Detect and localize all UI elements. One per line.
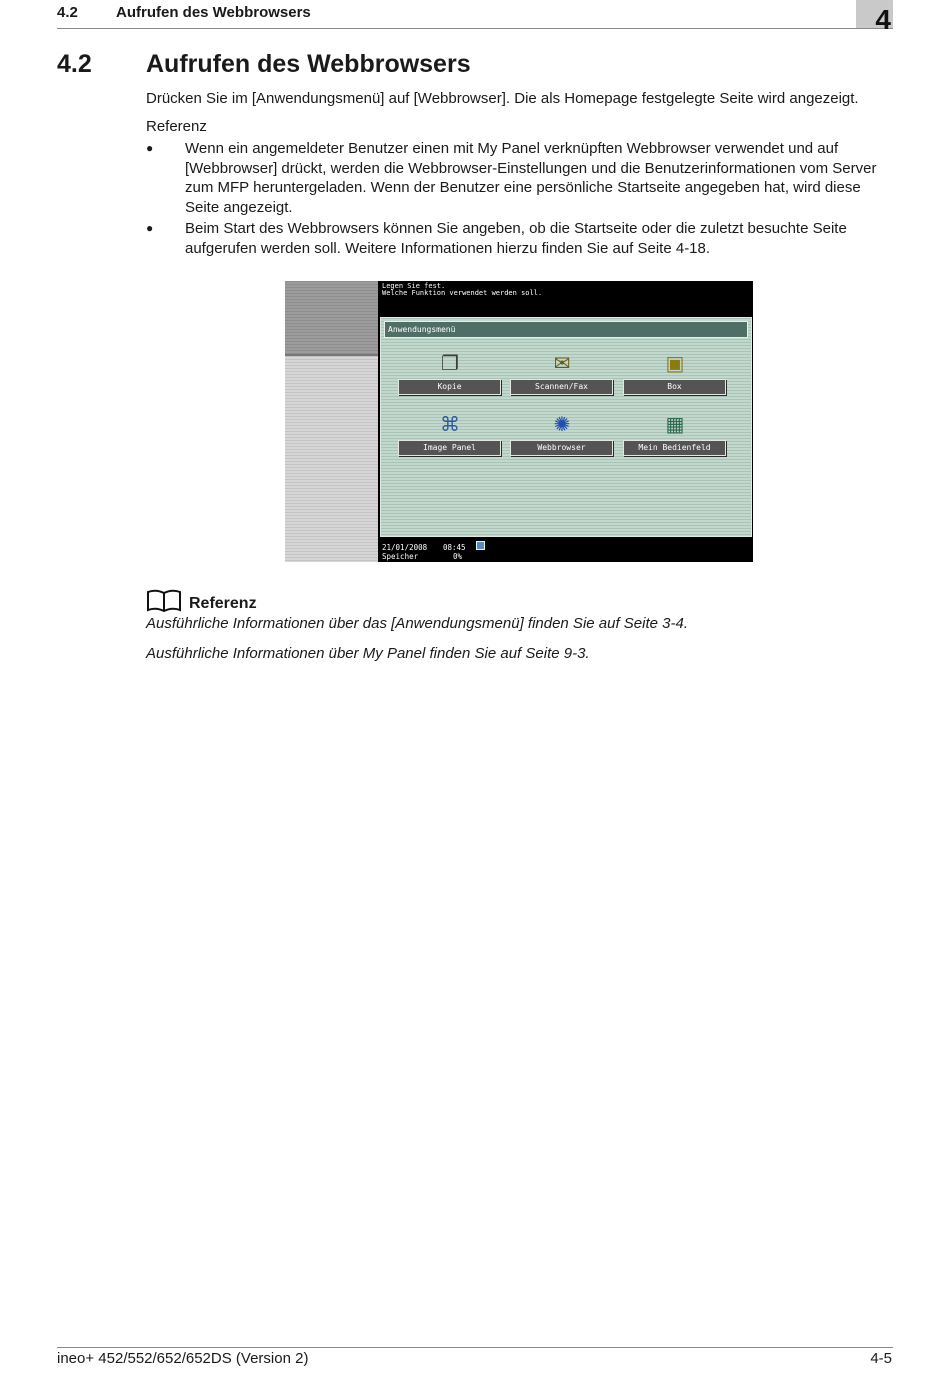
image-panel-button[interactable]: Image Panel bbox=[398, 440, 501, 456]
status-left bbox=[382, 543, 427, 561]
webbrowser-button[interactable]: Webbrowser bbox=[510, 440, 613, 456]
chapter-tab bbox=[856, 0, 893, 35]
my-panel-button[interactable]: Mein Bedienfeld bbox=[623, 440, 726, 456]
section-title: Aufrufen des Webbrowsers bbox=[146, 50, 471, 78]
box-icon: ▣ bbox=[665, 352, 685, 375]
application-menu-panel bbox=[380, 317, 752, 537]
my-panel-icon: ▦ bbox=[665, 413, 685, 436]
status-time: 08:45 bbox=[443, 543, 466, 552]
reference-box-title: Referenz bbox=[189, 595, 257, 612]
screen-message bbox=[382, 283, 542, 297]
screen-message-line1: Legen Sie fest. bbox=[382, 282, 446, 290]
scan-fax-button[interactable]: Scannen/Fax bbox=[510, 379, 613, 395]
footer-product: ineo+ 452/552/652/652DS (Version 2) bbox=[57, 1350, 309, 1367]
copy-icon: ❐ bbox=[441, 352, 459, 375]
bullet-item: Wenn ein angemeldeter Benutzer einen mit My Panel verknüpften Webbrowser verwendet und auf [Webbrowser] drückt, werden die Webbrowser-Einstellungen und die Benutzerinformationen vom Server zum MFP heruntergeladen. Wenn der Benutzer eine persönliche Startseite angegeben hat, wird diese Seite angezeigt. bbox=[185, 140, 877, 216]
footer-rule bbox=[57, 1347, 893, 1348]
intro-paragraph: Drücken Sie im [Anwendungsmenü] auf [Webbrowser]. Die als Homepage festgelegte Seite wird angezeigt. bbox=[146, 90, 859, 107]
chapter-number: 4 bbox=[875, 4, 891, 35]
box-button[interactable]: Box bbox=[623, 379, 726, 395]
scan-fax-icon: ✉ bbox=[553, 352, 571, 375]
footer-page-number: 4-5 bbox=[870, 1350, 892, 1367]
reference-line: Ausführliche Informationen über My Panel finden Sie auf Seite 9-3. bbox=[146, 645, 590, 662]
screen-message-line2: Welche Funktion verwendet werden soll. bbox=[382, 289, 543, 297]
status-right bbox=[443, 543, 466, 561]
image-panel-icon: ⌘ bbox=[440, 413, 460, 436]
book-icon bbox=[146, 588, 182, 614]
globe-icon: ✺ bbox=[553, 413, 571, 436]
screen-left-bottom-area bbox=[285, 356, 378, 562]
section-number: 4.2 bbox=[57, 50, 92, 78]
memory-label: Speicher bbox=[382, 552, 419, 561]
reference-line: Ausführliche Informationen über das [Anwendungsmenü] finden Sie auf Seite 3-4. bbox=[146, 615, 689, 632]
running-header-title: Aufrufen des Webbrowsers bbox=[116, 4, 311, 21]
bullet-glyph: ● bbox=[146, 141, 154, 155]
header-rule bbox=[57, 28, 893, 29]
status-date: 21/01/2008 bbox=[382, 543, 428, 552]
memory-value: 0% bbox=[453, 552, 463, 561]
reference-label: Referenz bbox=[146, 118, 207, 135]
screen-left-top-area bbox=[285, 281, 378, 356]
screen-left-area bbox=[285, 281, 378, 562]
bullet-glyph: ● bbox=[146, 221, 154, 235]
device-screenshot bbox=[285, 281, 753, 562]
network-icon bbox=[476, 541, 485, 550]
copy-button[interactable]: Kopie bbox=[398, 379, 501, 395]
bullet-item: Beim Start des Webbrowsers können Sie angeben, ob die Startseite oder die zuletzt besuchte Seite aufgerufen werden soll. Weitere Informationen hierzu finden Sie auf Seite 4-18. bbox=[185, 220, 847, 257]
running-header-section-number: 4.2 bbox=[57, 4, 78, 21]
application-menu-title: Anwendungsmenü bbox=[384, 321, 748, 338]
